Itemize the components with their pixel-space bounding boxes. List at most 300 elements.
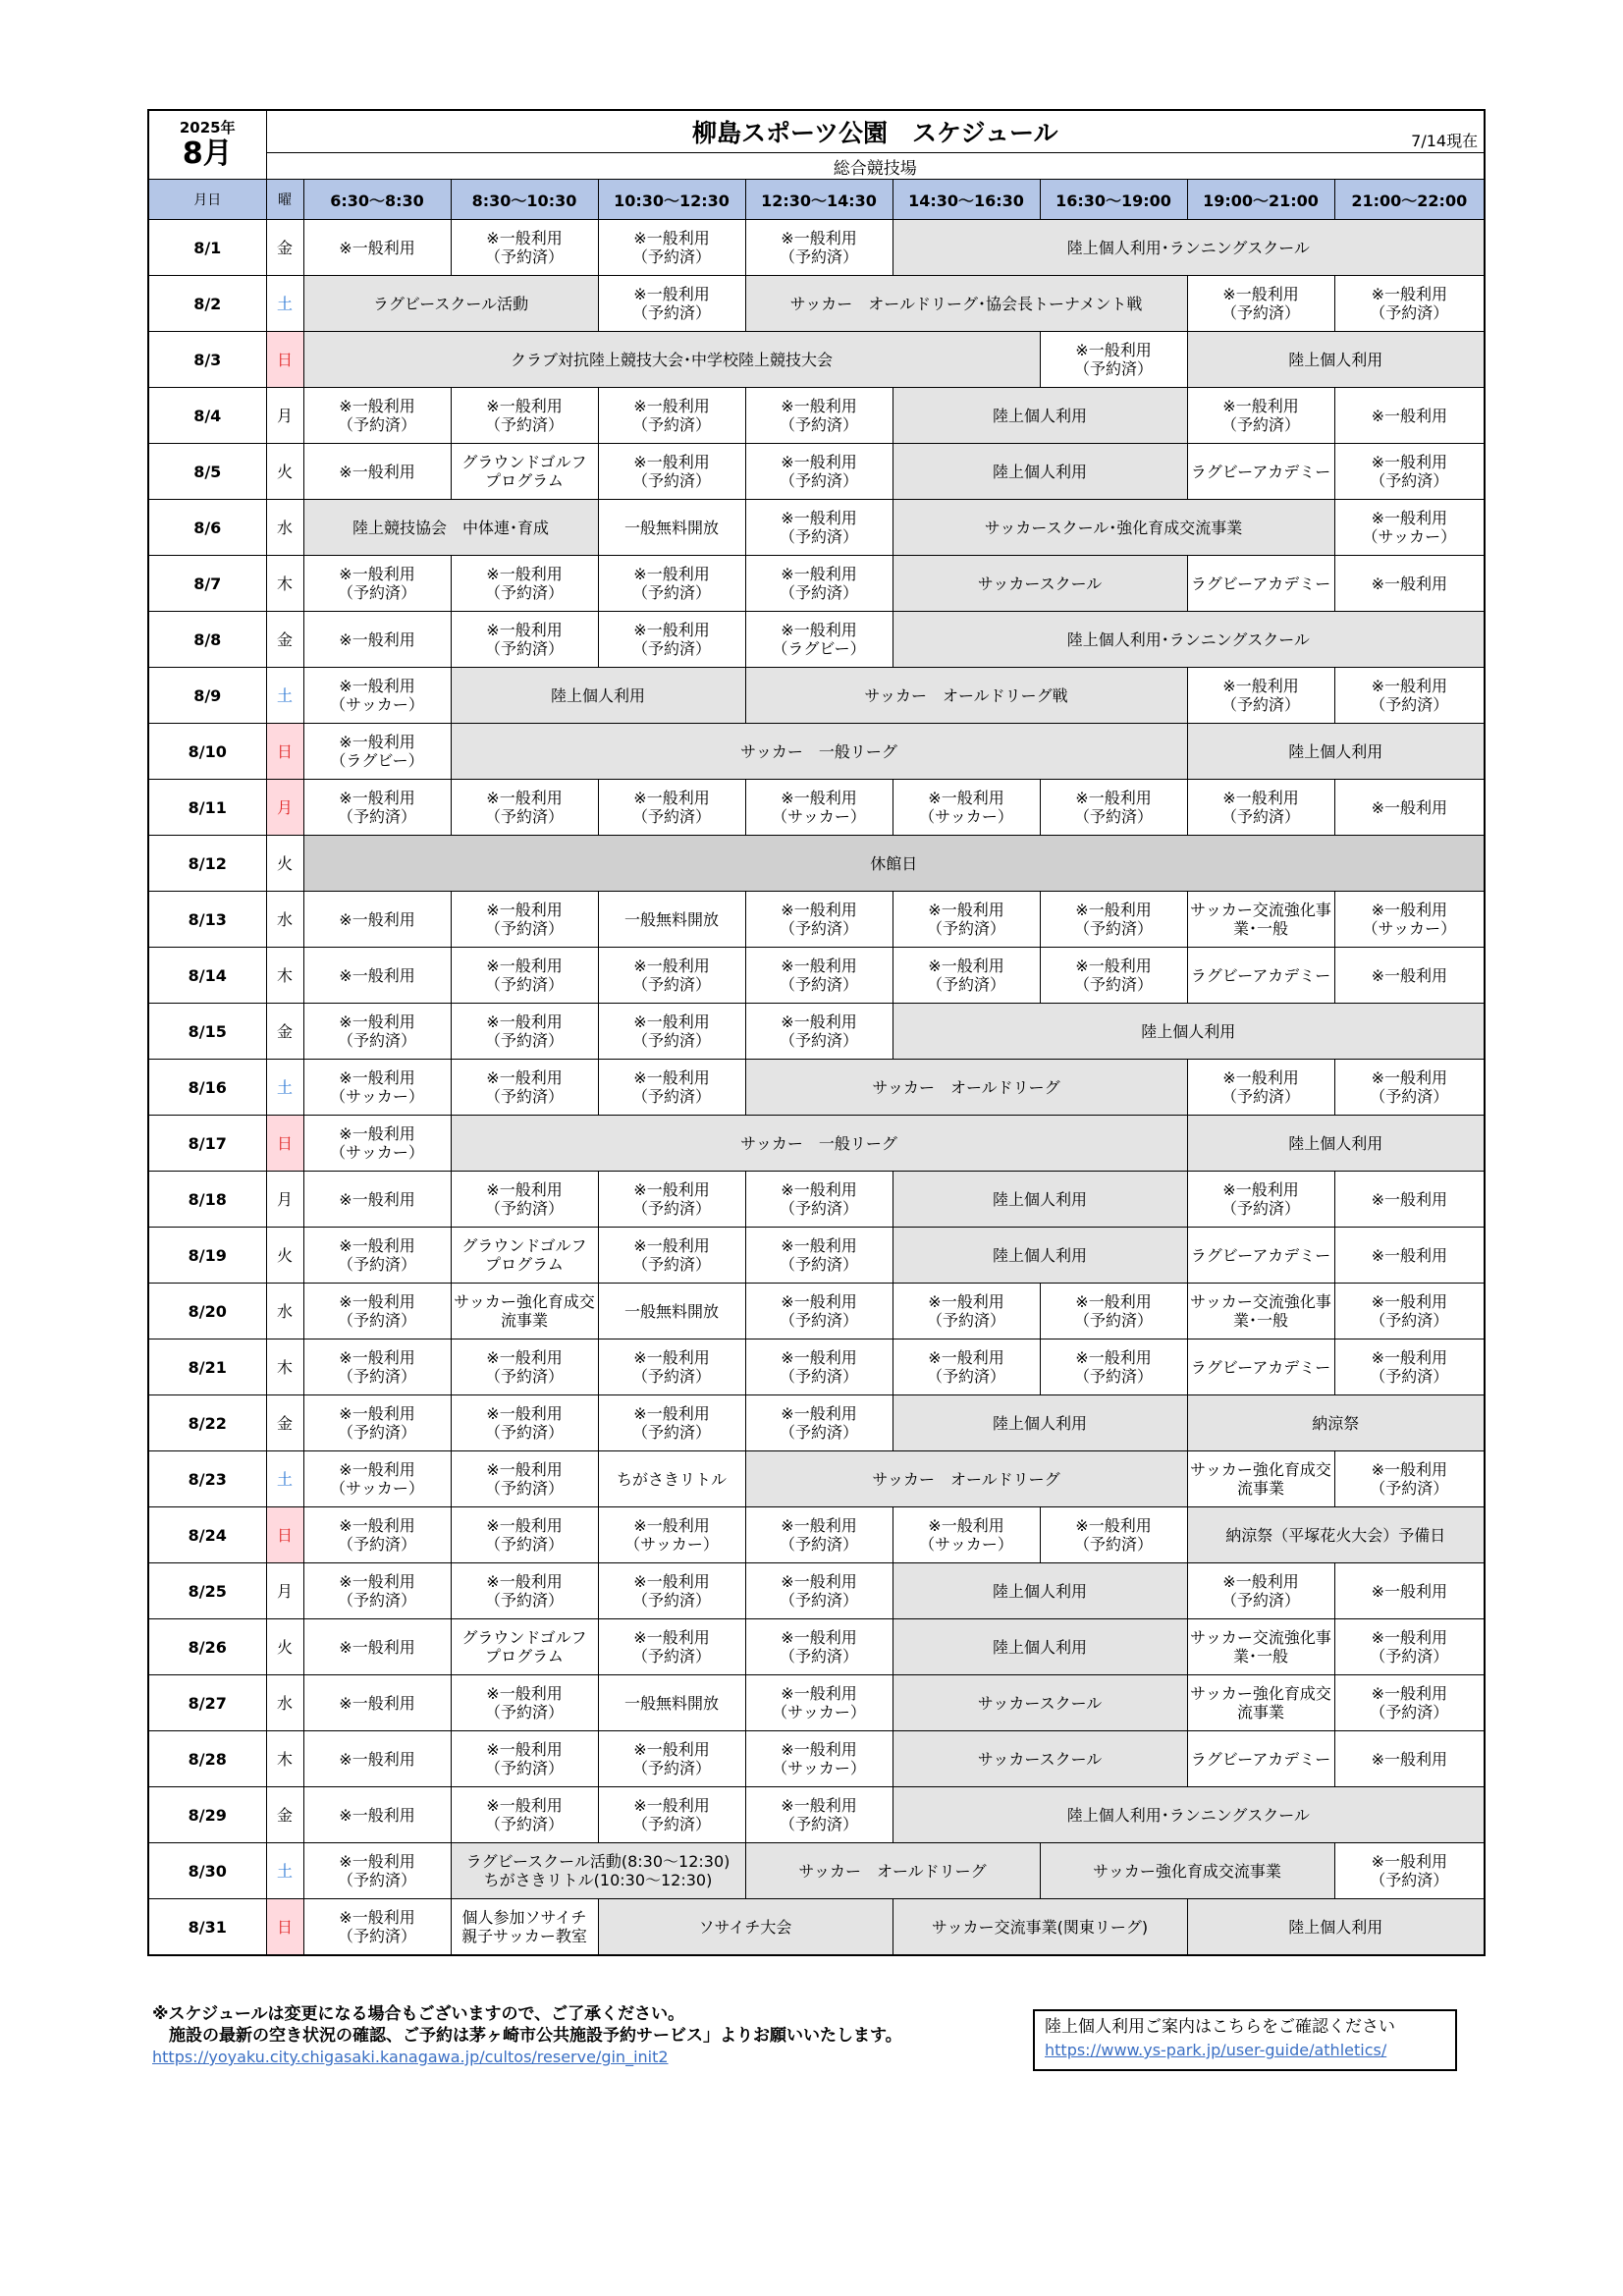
slot-cell xyxy=(451,556,598,612)
slot-text: ※一般利用 （予約済） xyxy=(1370,1628,1449,1666)
date-cell: 8/17 xyxy=(148,1116,266,1172)
weekday-cell: 金 xyxy=(266,612,303,668)
slot-text: ※一般利用 （予約済） xyxy=(484,565,564,602)
slot-text: サッカー オールドリーグ戦 xyxy=(864,685,1068,705)
slot-cell xyxy=(1334,1675,1485,1731)
weekday-cell: 木 xyxy=(266,948,303,1004)
weekday-cell: 水 xyxy=(266,500,303,556)
day-row xyxy=(148,1172,1485,1228)
date-cell: 8/25 xyxy=(148,1563,266,1619)
slot-text: ※一般利用 （予約済） xyxy=(779,1180,858,1218)
event-cell xyxy=(893,1563,1187,1619)
event-cell xyxy=(745,1843,1040,1899)
event-cell xyxy=(303,276,598,332)
event-cell xyxy=(893,1787,1485,1843)
weekday-cell: 月 xyxy=(266,388,303,444)
event-cell xyxy=(893,1172,1187,1228)
slot-text: ※一般利用 （予約済） xyxy=(337,1348,416,1386)
slot-cell xyxy=(303,1675,451,1731)
slot-text: ※一般利用 （予約済） xyxy=(1220,789,1300,826)
slot-text: ※一般利用 （予約済） xyxy=(926,1348,1005,1386)
time-slot-header: 12:30～14:30 xyxy=(745,180,893,220)
slot-cell xyxy=(598,1339,745,1395)
slot-cell xyxy=(745,388,893,444)
time-slot-header: 19:00～21:00 xyxy=(1187,180,1334,220)
slot-cell xyxy=(1187,276,1334,332)
slot-text: 陸上個人利用 xyxy=(992,1637,1087,1657)
weekday-cell: 木 xyxy=(266,1339,303,1395)
slot-cell xyxy=(1040,780,1187,836)
day-row xyxy=(148,1731,1485,1787)
slot-cell xyxy=(303,1284,451,1339)
slot-text: ※一般利用 （サッカー） xyxy=(919,1516,1013,1554)
day-row xyxy=(148,668,1485,724)
slot-text: ※一般利用 （予約済） xyxy=(1073,957,1153,994)
slot-cell xyxy=(745,500,893,556)
weekday-cell: 日 xyxy=(266,1116,303,1172)
slot-text: サッカー強化育成交流事業 xyxy=(454,1292,595,1330)
slot-cell xyxy=(303,1507,451,1563)
day-row xyxy=(148,1899,1485,1956)
slot-cell xyxy=(451,1451,598,1507)
weekday-cell: 木 xyxy=(266,1731,303,1787)
slot-cell xyxy=(598,1731,745,1787)
slot-cell xyxy=(1187,1060,1334,1116)
slot-cell xyxy=(303,612,451,668)
slot-text: ラグビーアカデミー xyxy=(1190,462,1331,481)
slot-cell xyxy=(1187,1451,1334,1507)
slot-text: 納涼祭（平塚花火大会）予備日 xyxy=(1225,1525,1446,1545)
slot-text: ※一般利用 （予約済） xyxy=(1370,1348,1449,1386)
slot-cell xyxy=(1334,892,1485,948)
slot-text: ※一般利用 （サッカー） xyxy=(1362,901,1457,938)
weekday-cell: 金 xyxy=(266,1004,303,1060)
slot-text: ※一般利用 xyxy=(339,909,415,929)
date-cell: 8/22 xyxy=(148,1395,266,1451)
slot-text: ※一般利用 （予約済） xyxy=(779,397,858,434)
slot-text: ※一般利用 （予約済） xyxy=(779,901,858,938)
event-cell xyxy=(1187,724,1485,780)
event-cell xyxy=(893,220,1485,276)
slot-cell xyxy=(1187,388,1334,444)
slot-text: 陸上個人利用 xyxy=(1288,1917,1383,1937)
slot-text: ※一般利用 （予約済） xyxy=(779,453,858,490)
slot-text: ※一般利用 （予約済） xyxy=(1370,1684,1449,1722)
weekday-cell: 土 xyxy=(266,1843,303,1899)
slot-cell xyxy=(451,1060,598,1116)
slot-text: ※一般利用 （予約済） xyxy=(631,1236,711,1274)
date-cell: 8/28 xyxy=(148,1731,266,1787)
slot-cell xyxy=(745,1507,893,1563)
date-cell: 8/2 xyxy=(148,276,266,332)
slot-cell xyxy=(598,500,745,556)
slot-text: ※一般利用 （予約済） xyxy=(337,1012,416,1050)
schedule-table xyxy=(147,109,1486,1956)
date-cell: 8/31 xyxy=(148,1899,266,1956)
slot-text: ※一般利用 （予約済） xyxy=(1220,1068,1300,1106)
slot-text: ※一般利用 （予約済） xyxy=(779,1572,858,1610)
slot-cell xyxy=(1040,948,1187,1004)
day-row xyxy=(148,948,1485,1004)
slot-cell xyxy=(893,780,1040,836)
slot-cell xyxy=(303,1731,451,1787)
date-cell: 8/13 xyxy=(148,892,266,948)
slot-text: 陸上個人利用 xyxy=(1288,350,1383,369)
slot-cell xyxy=(1334,388,1485,444)
slot-text: サッカー オールドリーグ xyxy=(872,1077,1060,1097)
slot-cell xyxy=(1040,1339,1187,1395)
page-title: 柳島スポーツ公園 スケジュール xyxy=(692,119,1058,147)
slot-text: ※一般利用 （予約済） xyxy=(631,621,711,658)
slot-text: ※一般利用 （予約済） xyxy=(484,1348,564,1386)
slot-cell xyxy=(1040,892,1187,948)
info-box-text: 陸上個人利用ご案内はこちらをご確認ください xyxy=(1045,2017,1395,2037)
slot-cell xyxy=(303,668,451,724)
day-row xyxy=(148,724,1485,780)
slot-text: グラウンドゴルフ プログラム xyxy=(461,1236,587,1274)
slot-cell xyxy=(451,1731,598,1787)
date-cell: 8/24 xyxy=(148,1507,266,1563)
slot-text: ※一般利用 （予約済） xyxy=(779,957,858,994)
date-cell: 8/12 xyxy=(148,836,266,892)
slot-text: サッカー 一般リーグ xyxy=(740,741,897,761)
slot-text: 陸上個人利用 xyxy=(992,1189,1087,1209)
slot-cell xyxy=(1187,892,1334,948)
event-cell xyxy=(303,332,1040,388)
slot-text: サッカースクール xyxy=(977,1693,1103,1713)
slot-text: サッカー強化育成交流事業 xyxy=(1190,1684,1331,1722)
slot-cell xyxy=(598,1060,745,1116)
slot-text: ※一般利用 （予約済） xyxy=(926,1292,1005,1330)
weekday-cell: 金 xyxy=(266,220,303,276)
slot-cell xyxy=(745,1563,893,1619)
slot-text: ※一般利用 xyxy=(1371,574,1447,593)
slot-cell xyxy=(1187,444,1334,500)
day-row xyxy=(148,444,1485,500)
slot-text: ※一般利用 （予約済） xyxy=(484,229,564,266)
slot-cell xyxy=(893,1339,1040,1395)
slot-cell xyxy=(1187,1172,1334,1228)
slot-cell xyxy=(745,612,893,668)
weekday-cell: 水 xyxy=(266,1675,303,1731)
day-row xyxy=(148,836,1485,892)
slot-cell xyxy=(1187,1563,1334,1619)
day-row xyxy=(148,276,1485,332)
slot-text: ※一般利用 （予約済） xyxy=(779,1348,858,1386)
weekday-cell: 日 xyxy=(266,724,303,780)
info-box xyxy=(1033,2009,1457,2071)
slot-text: ※一般利用 （サッカー） xyxy=(1362,509,1457,546)
day-row xyxy=(148,1339,1485,1395)
date-cell: 8/7 xyxy=(148,556,266,612)
athletics-guide-link[interactable]: https://www.ys-park.jp/user-guide/athletics/ xyxy=(1045,2041,1387,2059)
event-cell xyxy=(893,1731,1187,1787)
slot-text: ※一般利用 xyxy=(1371,1189,1447,1209)
slot-cell xyxy=(745,892,893,948)
slot-cell xyxy=(303,1563,451,1619)
slot-cell xyxy=(1334,1619,1485,1675)
event-cell xyxy=(1187,1899,1485,1956)
slot-cell xyxy=(598,948,745,1004)
slot-cell xyxy=(1187,556,1334,612)
slot-text: 一般無料開放 xyxy=(623,518,719,537)
event-cell xyxy=(1187,1395,1485,1451)
slot-text: サッカースクール xyxy=(977,574,1103,593)
event-cell xyxy=(745,668,1187,724)
date-cell: 8/6 xyxy=(148,500,266,556)
time-slot-header: 6:30～8:30 xyxy=(303,180,451,220)
slot-cell xyxy=(303,1843,451,1899)
slot-cell xyxy=(1040,1507,1187,1563)
event-cell xyxy=(1187,1507,1485,1563)
slot-cell xyxy=(451,1619,598,1675)
slot-cell xyxy=(1334,1284,1485,1339)
day-row xyxy=(148,1675,1485,1731)
slot-cell xyxy=(1334,1843,1485,1899)
slot-cell xyxy=(1040,332,1187,388)
slot-text: サッカースクール･強化育成交流事業 xyxy=(984,518,1243,537)
weekday-cell: 木 xyxy=(266,556,303,612)
slot-cell xyxy=(451,1004,598,1060)
slot-text: ※一般利用 （予約済） xyxy=(484,1012,564,1050)
slot-text: サッカー交流強化事業･一般 xyxy=(1190,1292,1331,1330)
slot-cell xyxy=(598,1787,745,1843)
event-cell xyxy=(451,668,745,724)
slot-cell xyxy=(598,388,745,444)
slot-text: サッカー強化育成交流事業 xyxy=(1190,1460,1331,1498)
slot-text: ※一般利用 （サッカー） xyxy=(330,1460,424,1498)
slot-cell xyxy=(745,444,893,500)
event-cell xyxy=(745,276,1187,332)
slot-text: ※一般利用 （予約済） xyxy=(779,1292,858,1330)
slot-text: ※一般利用 （予約済） xyxy=(337,1516,416,1554)
event-cell xyxy=(893,1395,1187,1451)
slot-text: ※一般利用 xyxy=(339,1637,415,1657)
slot-cell xyxy=(451,1675,598,1731)
slot-text: ※一般利用 （予約済） xyxy=(337,565,416,602)
slot-text: ※一般利用 （予約済） xyxy=(1220,397,1300,434)
slot-cell xyxy=(303,388,451,444)
day-row xyxy=(148,1116,1485,1172)
weekday-cell: 土 xyxy=(266,668,303,724)
slot-cell xyxy=(745,1619,893,1675)
slot-cell xyxy=(745,220,893,276)
slot-cell xyxy=(451,780,598,836)
date-cell: 8/9 xyxy=(148,668,266,724)
slot-cell xyxy=(893,892,1040,948)
slot-text: ※一般利用 xyxy=(1371,1749,1447,1769)
as-of-date: 7/14現在 xyxy=(1411,132,1479,150)
slot-cell xyxy=(1334,444,1485,500)
slot-text: ちがさきリトル xyxy=(616,1469,727,1489)
weekday-cell: 金 xyxy=(266,1395,303,1451)
slot-cell xyxy=(598,444,745,500)
date-cell: 8/19 xyxy=(148,1228,266,1284)
slot-text: ※一般利用 xyxy=(1371,797,1447,817)
slot-text: サッカー オールドリーグ xyxy=(872,1469,1060,1489)
slot-text: ラグビーアカデミー xyxy=(1190,574,1331,593)
slot-text: ラグビーアカデミー xyxy=(1190,1245,1331,1265)
slot-cell xyxy=(303,1004,451,1060)
slot-cell xyxy=(1040,1284,1187,1339)
slot-cell xyxy=(303,444,451,500)
slot-cell xyxy=(893,1507,1040,1563)
slot-cell xyxy=(893,1284,1040,1339)
slot-text: ※一般利用 （予約済） xyxy=(1073,341,1153,378)
notes xyxy=(152,2003,902,2068)
page-title-cell xyxy=(266,110,1485,153)
slot-text: ※一般利用 （予約済） xyxy=(779,565,858,602)
slot-text: ※一般利用 （予約済） xyxy=(484,1460,564,1498)
slot-text: 陸上個人利用 xyxy=(992,1245,1087,1265)
slot-cell xyxy=(451,1507,598,1563)
weekday-cell: 水 xyxy=(266,892,303,948)
slot-text: ※一般利用 （予約済） xyxy=(779,509,858,546)
slot-text: ※一般利用 （予約済） xyxy=(926,957,1005,994)
weekday-cell: 日 xyxy=(266,332,303,388)
slot-text: ※一般利用 （ラグビー） xyxy=(330,733,424,770)
slot-cell xyxy=(303,220,451,276)
slot-cell xyxy=(745,1395,893,1451)
day-row xyxy=(148,1004,1485,1060)
slot-cell xyxy=(451,1563,598,1619)
slot-text: ※一般利用 （予約済） xyxy=(779,1796,858,1833)
slot-cell xyxy=(303,1116,451,1172)
slot-text: ※一般利用 （予約済） xyxy=(484,901,564,938)
date-cell: 8/21 xyxy=(148,1339,266,1395)
slot-text: ※一般利用 xyxy=(339,462,415,481)
slot-cell xyxy=(451,1228,598,1284)
slot-text: ※一般利用 （予約済） xyxy=(631,1796,711,1833)
slot-text: サッカー オールドリーグ xyxy=(798,1861,987,1881)
slot-text: ※一般利用 （予約済） xyxy=(631,1012,711,1050)
event-cell xyxy=(893,1619,1187,1675)
slot-cell xyxy=(745,780,893,836)
slot-text: サッカー交流事業(関東リーグ) xyxy=(931,1917,1149,1937)
event-cell xyxy=(893,388,1187,444)
slot-text: ※一般利用 （サッカー） xyxy=(330,1124,424,1162)
slot-cell xyxy=(451,1284,598,1339)
slot-text: ※一般利用 （予約済） xyxy=(484,1068,564,1106)
event-cell xyxy=(893,500,1334,556)
weekday-cell: 日 xyxy=(266,1507,303,1563)
slot-text: ※一般利用 xyxy=(1371,1581,1447,1601)
slot-text: ※一般利用 （予約済） xyxy=(631,957,711,994)
slot-text: ※一般利用 （予約済） xyxy=(631,1628,711,1666)
slot-text: ※一般利用 （予約済） xyxy=(631,1068,711,1106)
date-cell: 8/15 xyxy=(148,1004,266,1060)
slot-text: サッカースクール xyxy=(977,1749,1103,1769)
year-label: 2025年 xyxy=(179,118,236,137)
slot-text: 一般無料開放 xyxy=(623,909,719,929)
slot-cell xyxy=(1334,500,1485,556)
slot-cell xyxy=(745,1339,893,1395)
slot-text: ※一般利用 （予約済） xyxy=(631,565,711,602)
slot-text: 陸上個人利用 xyxy=(992,462,1087,481)
slot-cell xyxy=(598,556,745,612)
weekday-cell: 月 xyxy=(266,1172,303,1228)
weekday-cell: 火 xyxy=(266,444,303,500)
slot-text: ※一般利用 （予約済） xyxy=(779,1516,858,1554)
slot-text: ラグビーアカデミー xyxy=(1190,1357,1331,1377)
reservation-link[interactable]: https://yoyaku.city.chigasaki.kanagawa.jp/cultos/reserve/gin_init2 xyxy=(152,2048,669,2066)
slot-cell xyxy=(1334,276,1485,332)
slot-text: 陸上個人利用･ランニングスクール xyxy=(1066,629,1310,649)
slot-cell xyxy=(303,1451,451,1507)
slot-cell xyxy=(303,1619,451,1675)
notes-line-2: 施設の最新の空き状況の確認、ご予約は茅ヶ崎市公共施設予約サービス」よりお願いいたします。 xyxy=(152,2026,902,2046)
slot-text: ※一般利用 （予約済） xyxy=(484,397,564,434)
day-row xyxy=(148,780,1485,836)
event-cell xyxy=(893,1899,1187,1956)
slot-cell xyxy=(598,1563,745,1619)
slot-cell xyxy=(451,1339,598,1395)
date-cell: 8/26 xyxy=(148,1619,266,1675)
date-cell: 8/4 xyxy=(148,388,266,444)
slot-cell xyxy=(598,1675,745,1731)
event-cell xyxy=(451,724,1187,780)
slot-text: ラグビーアカデミー xyxy=(1190,965,1331,985)
slot-cell xyxy=(1334,948,1485,1004)
slot-text: ※一般利用 （予約済） xyxy=(631,1404,711,1442)
time-slot-header: 16:30～19:00 xyxy=(1040,180,1187,220)
slot-text: ※一般利用 （予約済） xyxy=(1370,1460,1449,1498)
day-row xyxy=(148,1284,1485,1339)
day-row xyxy=(148,892,1485,948)
slot-cell xyxy=(1187,1675,1334,1731)
slot-text: ソサイチ大会 xyxy=(698,1917,792,1937)
slot-text: ※一般利用 （予約済） xyxy=(484,1404,564,1442)
date-cell: 8/1 xyxy=(148,220,266,276)
date-cell: 8/20 xyxy=(148,1284,266,1339)
slot-text: ※一般利用 （予約済） xyxy=(337,1292,416,1330)
slot-text: ※一般利用 （予約済） xyxy=(1073,1348,1153,1386)
slot-text: ※一般利用 （サッカー） xyxy=(919,789,1013,826)
date-cell: 8/27 xyxy=(148,1675,266,1731)
slot-cell xyxy=(893,948,1040,1004)
slot-cell xyxy=(1187,668,1334,724)
slot-text: ※一般利用 （予約済） xyxy=(484,957,564,994)
slot-cell xyxy=(1187,1228,1334,1284)
slot-cell xyxy=(598,1395,745,1451)
slot-text: ※一般利用 （予約済） xyxy=(631,229,711,266)
day-row xyxy=(148,388,1485,444)
slot-text: 陸上個人利用 xyxy=(550,685,645,705)
slot-cell xyxy=(598,780,745,836)
slot-text: ※一般利用 （予約済） xyxy=(1370,1292,1449,1330)
day-row xyxy=(148,1228,1485,1284)
slot-cell xyxy=(451,892,598,948)
slot-cell xyxy=(598,1507,745,1563)
slot-cell xyxy=(598,1228,745,1284)
slot-text: ※一般利用 （予約済） xyxy=(337,1404,416,1442)
slot-text: グラウンドゴルフ プログラム xyxy=(461,453,587,490)
slot-text: ※一般利用 （予約済） xyxy=(484,621,564,658)
slot-text: ※一般利用 （予約済） xyxy=(1220,677,1300,714)
event-cell xyxy=(893,1675,1187,1731)
slot-text: ラグビースクール活動(8:30～12:30) ちがさきリトル(10:30～12:30) xyxy=(465,1852,730,1889)
day-row xyxy=(148,500,1485,556)
slot-cell xyxy=(598,892,745,948)
slot-cell xyxy=(745,556,893,612)
slot-text: ※一般利用 （サッカー） xyxy=(330,677,424,714)
venue-label: 総合競技場 xyxy=(266,153,1485,180)
day-row xyxy=(148,1619,1485,1675)
event-cell xyxy=(1040,1843,1334,1899)
slot-cell xyxy=(1334,1563,1485,1619)
slot-cell xyxy=(1334,1731,1485,1787)
event-cell xyxy=(1187,332,1485,388)
